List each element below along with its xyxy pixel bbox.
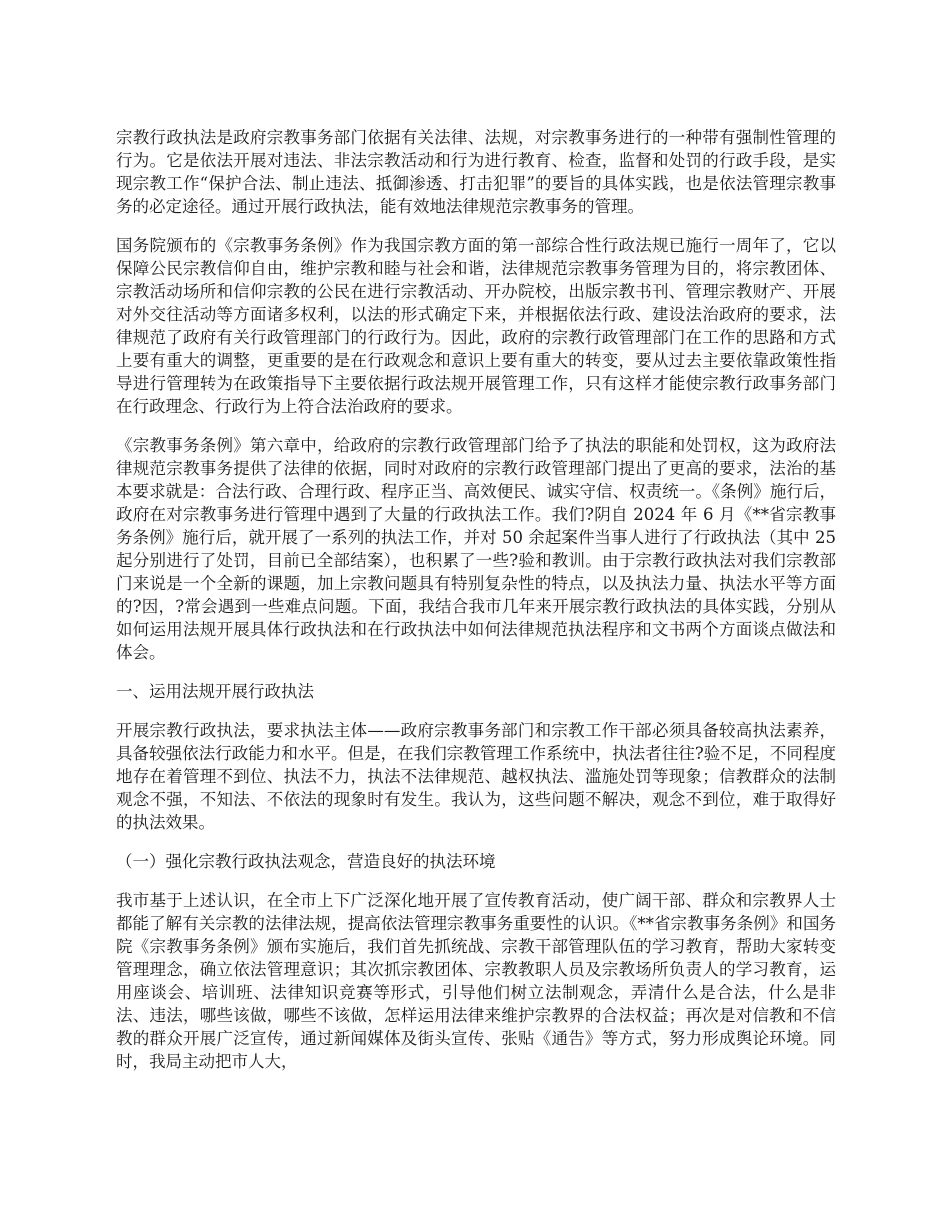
paragraph-5: 我市基于上述认识，在全市上下广泛深化地开展了宣传教育活动，使广阔干部、群众和宗教界人士都能了解有关宗教的法律法规，提高依法管理宗教事务重要性的认识。《**省宗教事务条例》和国务院《宗教事务条例》颁布实施后，我们首先抓统战、宗教干部管理队伍的学习教育，帮助大家转变管理理念，确立依法管理意识；其次抓宗教团体、宗教教职人员及宗教场所负责人的学习教育，运用座谈会、培训班、法律知识竞赛等形式，引导他们树立法制观念，弄清什么是合法，什么是非法、违法，哪些该做，哪些不该做，怎样运用法律来维护宗教界的合法权益；再次是对信教和不信教的群众开展广泛宣传，通过新闻媒体及街头宣传、张贴《通告》等方式，努力形成舆论环境。同时，我局主动把市人大， <box>116 891 836 1071</box>
paragraph-1: 宗教行政执法是政府宗教事务部门依据有关法律、法规，对宗教事务进行的一种带有强制性管理的行为。它是依法开展对违法、非法宗教活动和行为进行教育、检查，监督和处罚的行政手段，是实现宗教工作“保护合法、制止违法、抵御渗透、打击犯罪”的要旨的具体实践，也是依法管理宗教事务的必定途径。通过开展行政执法，能有效地法律规范宗教事务的管理。 <box>116 128 836 216</box>
section-heading-2: （一）强化宗教行政执法观念，营造良好的执法环境 <box>116 852 496 871</box>
section-heading-1: 一、运用法规开展行政执法 <box>116 682 314 701</box>
paragraph-3: 《宗教事务条例》第六章中，给政府的宗教行政管理部门给予了执法的职能和处罚权，这为政府法律规范宗教事务提供了法律的依据，同时对政府的宗教行政管理部门提出了更高的要求，法治的基本要求就是：合法行政、合理行政、程序正当、高效便民、诚实守信、权责统一。《条例》施行后，政府在对宗教事务进行管理中遇到了大量的行政执法工作。我们?阴自 2024 年 6 月《**省宗教事务条例》施行后，就开展了一系列的执法工作，并对 50 余起案件当事人进行了行政执法（其中 25 起分别进行了处罚，目前已全部结案），也积累了一些?验和教训。由于宗教行政执法对我们宗教部门来说是一个全新的课题，加上宗教问题具有特别复杂性的特点，以及执法力量、执法水平等方面的?因，?常会遇到一些难点问题。下面，我结合我市几年来开展宗教行政执法的具体实践，分别从如何运用法规开展具体行政执法和在行政执法中如何法律规范执法程序和文书两个方面谈点做法和体会。 <box>116 436 836 662</box>
paragraph-4: 开展宗教行政执法，要求执法主体——政府宗教事务部门和宗教工作干部必须具备较高执法素养，具备较强依法行政能力和水平。但是，在我们宗教管理工作系统中，执法者往往?验不足，不同程度地存在着管理不到位、执法不力，执法不法律规范、越权执法、滥施处罚等现象；信教群众的法制观念不强，不知法、不依法的现象时有发生。我认为，这些问题不解决，观念不到位，难于取得好的执法效果。 <box>116 721 836 832</box>
paragraph-2: 国务院颁布的《宗教事务条例》作为我国宗教方面的第一部综合性行政法规已施行一周年了，它以保障公民宗教信仰自由，维护宗教和睦与社会和谐，法律规范宗教事务管理为目的，将宗教团体、宗教活动场所和信仰宗教的公民在进行宗教活动、开办院校，出版宗教书刊、管理宗教财产、开展对外交往活动等方面诸多权利，以法的形式确定下来，并根据依法行政、建设法治政府的要求，法律规范了政府有关行政管理部门的行政行为。因此，政府的宗教行政管理部门在工作的思路和方式上要有重大的调整，更重要的是在行政观念和意识上要有重大的转变，要从过去主要依靠政策性指导进行管理转为在政策指导下主要依据行政法规开展管理工作，只有这样才能使宗教行政事务部门在行政理念、行政行为上符合法治政府的要求。 <box>116 236 836 416</box>
document-page <box>116 126 836 1089</box>
